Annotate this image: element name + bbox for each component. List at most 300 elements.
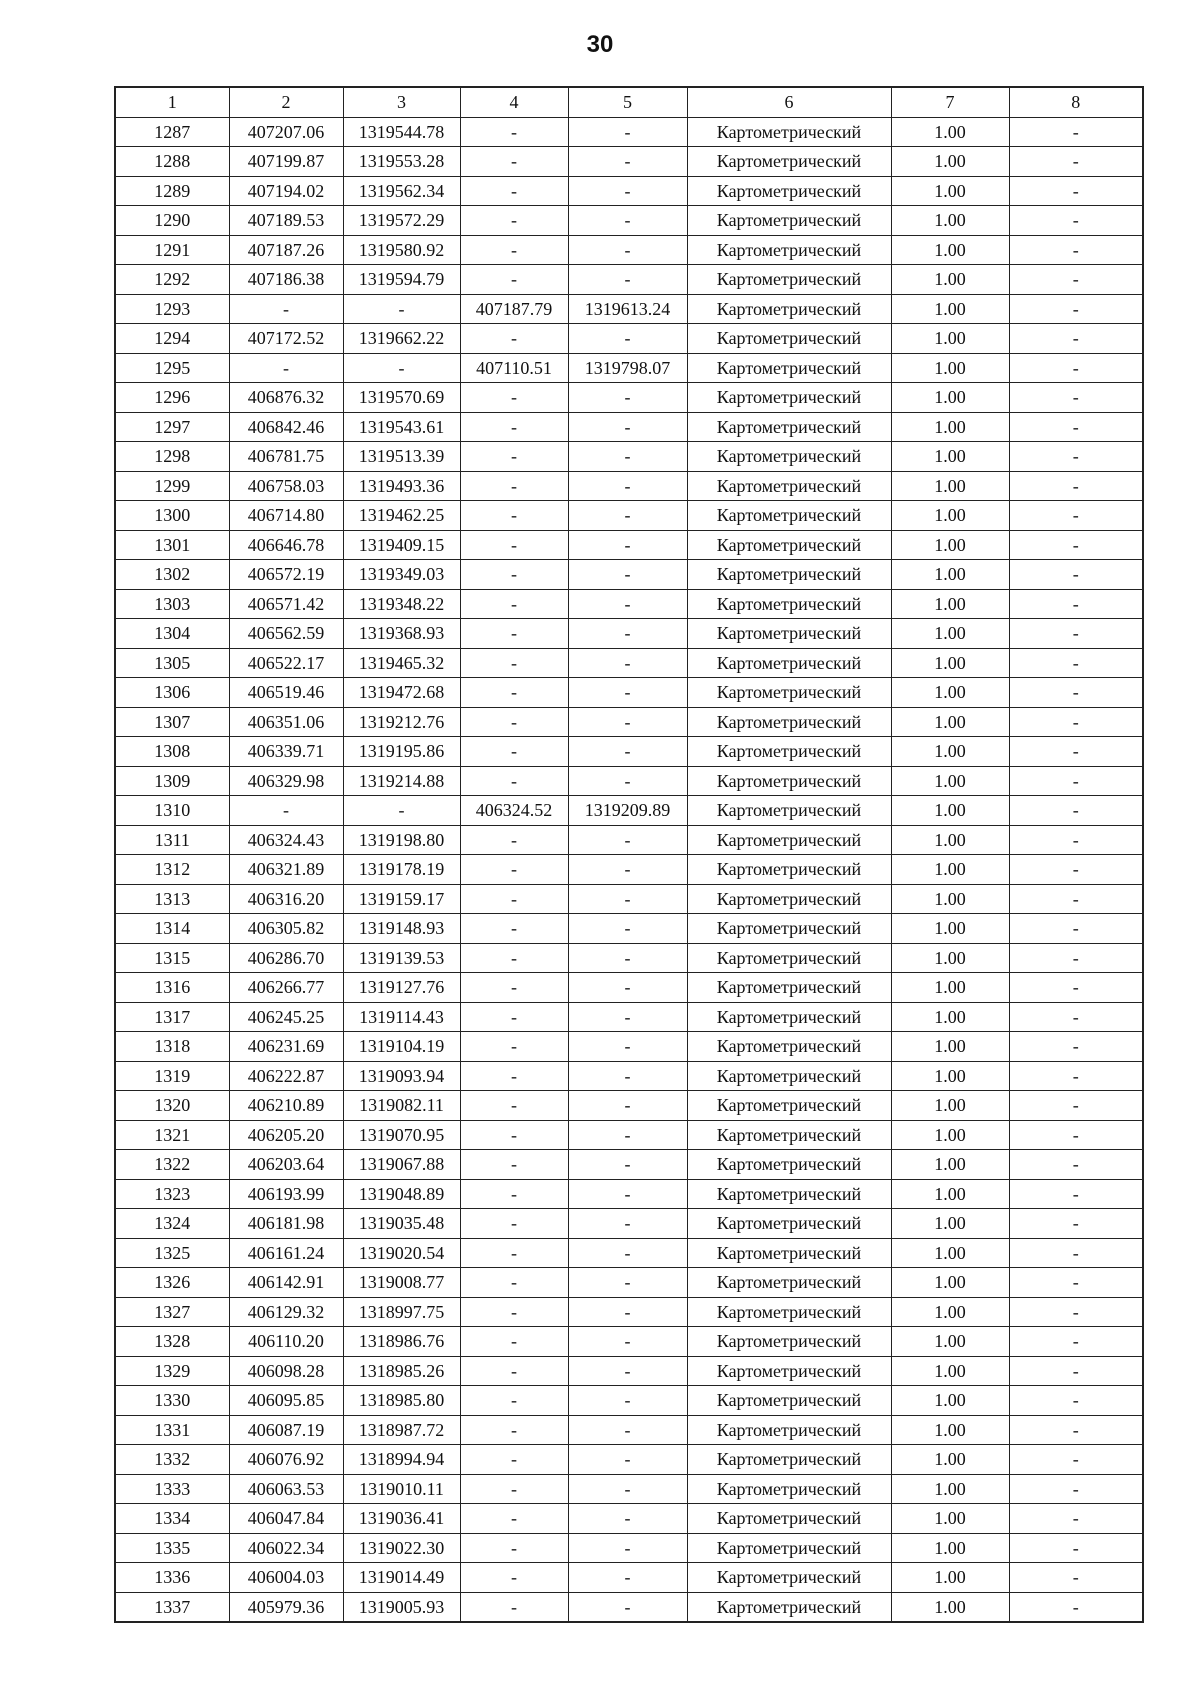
- table-cell: 1319005.93: [343, 1592, 460, 1622]
- table-cell: 1307: [115, 707, 229, 737]
- table-cell: 406098.28: [229, 1356, 343, 1386]
- table-cell: 407207.06: [229, 117, 343, 147]
- table-row: [115, 265, 1143, 295]
- table-cell: 1319553.28: [343, 147, 460, 177]
- table-cell: 1332: [115, 1445, 229, 1475]
- table-cell: -: [229, 796, 343, 826]
- table-cell: 1319662.22: [343, 324, 460, 354]
- table-cell: 1303: [115, 589, 229, 619]
- table-cell: 406321.89: [229, 855, 343, 885]
- table-cell: 1319513.39: [343, 442, 460, 472]
- table-cell: 407199.87: [229, 147, 343, 177]
- table-cell: -: [568, 501, 687, 531]
- table-cell: Картометрический: [687, 1209, 891, 1239]
- table-cell: 406781.75: [229, 442, 343, 472]
- table-cell: 1.00: [891, 619, 1009, 649]
- table-cell: -: [460, 1563, 568, 1593]
- table-cell: 406562.59: [229, 619, 343, 649]
- table-cell: 1.00: [891, 1327, 1009, 1357]
- table-row: [115, 766, 1143, 796]
- table-cell: 1304: [115, 619, 229, 649]
- table-cell: 1.00: [891, 678, 1009, 708]
- table-cell: 1310: [115, 796, 229, 826]
- table-row: [115, 1120, 1143, 1150]
- table-cell: 1319348.22: [343, 589, 460, 619]
- table-cell: Картометрический: [687, 914, 891, 944]
- table-cell: Картометрический: [687, 1120, 891, 1150]
- table-cell: -: [568, 1592, 687, 1622]
- table-cell: -: [460, 855, 568, 885]
- table-cell: -: [460, 1297, 568, 1327]
- table-cell: 1294: [115, 324, 229, 354]
- table-cell: Картометрический: [687, 619, 891, 649]
- table-row: [115, 1504, 1143, 1534]
- table-cell: -: [1009, 1238, 1143, 1268]
- table-cell: -: [460, 235, 568, 265]
- table-cell: 1319594.79: [343, 265, 460, 295]
- table-row: [115, 648, 1143, 678]
- table-cell: -: [460, 1032, 568, 1062]
- table-cell: -: [568, 1356, 687, 1386]
- table-cell: -: [1009, 1415, 1143, 1445]
- table-cell: Картометрический: [687, 1150, 891, 1180]
- table-row: [115, 825, 1143, 855]
- table-cell: -: [460, 560, 568, 590]
- table-cell: -: [460, 1120, 568, 1150]
- table-cell: -: [460, 1238, 568, 1268]
- table-cell: -: [343, 353, 460, 383]
- table-cell: 1.00: [891, 147, 1009, 177]
- table-cell: 1319159.17: [343, 884, 460, 914]
- table-cell: -: [568, 176, 687, 206]
- table-cell: -: [568, 589, 687, 619]
- table-cell: 1.00: [891, 766, 1009, 796]
- column-header: 2: [229, 87, 343, 117]
- table-cell: Картометрический: [687, 1327, 891, 1357]
- table-cell: 1.00: [891, 973, 1009, 1003]
- table-cell: -: [460, 1386, 568, 1416]
- table-cell: 1.00: [891, 1415, 1009, 1445]
- table-cell: 1299: [115, 471, 229, 501]
- table-cell: 1298: [115, 442, 229, 472]
- table-cell: 1336: [115, 1563, 229, 1593]
- table-cell: -: [568, 147, 687, 177]
- table-cell: Картометрический: [687, 648, 891, 678]
- table-cell: -: [1009, 1386, 1143, 1416]
- table-cell: -: [568, 206, 687, 236]
- table-row: [115, 1179, 1143, 1209]
- table-cell: -: [568, 1002, 687, 1032]
- table-cell: -: [460, 619, 568, 649]
- table-cell: 406203.64: [229, 1150, 343, 1180]
- table-cell: 406110.20: [229, 1327, 343, 1357]
- table-cell: 406022.34: [229, 1533, 343, 1563]
- table-cell: 1318985.26: [343, 1356, 460, 1386]
- table-cell: 1335: [115, 1533, 229, 1563]
- table-row: [115, 1415, 1143, 1445]
- table-cell: -: [568, 678, 687, 708]
- table-cell: Картометрический: [687, 560, 891, 590]
- table-cell: Картометрический: [687, 501, 891, 531]
- table-cell: 1.00: [891, 1297, 1009, 1327]
- table-row: [115, 855, 1143, 885]
- table-cell: -: [1009, 914, 1143, 944]
- table-cell: -: [1009, 796, 1143, 826]
- table-cell: 1.00: [891, 1563, 1009, 1593]
- table-cell: 1.00: [891, 1002, 1009, 1032]
- table-cell: Картометрический: [687, 530, 891, 560]
- table-row: [115, 1238, 1143, 1268]
- table-cell: 406305.82: [229, 914, 343, 944]
- table-cell: -: [460, 589, 568, 619]
- table-row: [115, 943, 1143, 973]
- table-cell: -: [568, 265, 687, 295]
- table-row: [115, 973, 1143, 1003]
- table-cell: -: [568, 1091, 687, 1121]
- table-cell: 1312: [115, 855, 229, 885]
- table-cell: 1293: [115, 294, 229, 324]
- table-cell: -: [460, 766, 568, 796]
- table-cell: -: [568, 737, 687, 767]
- table-cell: 407186.38: [229, 265, 343, 295]
- table-cell: -: [1009, 117, 1143, 147]
- table-cell: Картометрический: [687, 737, 891, 767]
- table-cell: -: [229, 353, 343, 383]
- table-cell: -: [1009, 1297, 1143, 1327]
- table-cell: 1319178.19: [343, 855, 460, 885]
- table-row: [115, 442, 1143, 472]
- table-cell: 1319195.86: [343, 737, 460, 767]
- table-cell: 1317: [115, 1002, 229, 1032]
- table-cell: 1319493.36: [343, 471, 460, 501]
- table-cell: 406222.87: [229, 1061, 343, 1091]
- table-cell: 1324: [115, 1209, 229, 1239]
- table-cell: -: [1009, 1327, 1143, 1357]
- table-cell: -: [460, 1327, 568, 1357]
- table-cell: -: [568, 117, 687, 147]
- table-cell: -: [460, 1002, 568, 1032]
- table-cell: 1.00: [891, 855, 1009, 885]
- table-cell: 406714.80: [229, 501, 343, 531]
- table-cell: -: [568, 1474, 687, 1504]
- table-cell: 406142.91: [229, 1268, 343, 1298]
- column-header: 8: [1009, 87, 1143, 117]
- table-cell: 407172.52: [229, 324, 343, 354]
- table-cell: 407189.53: [229, 206, 343, 236]
- coordinates-table: [114, 86, 1144, 1623]
- table-cell: -: [568, 1150, 687, 1180]
- table-cell: 1295: [115, 353, 229, 383]
- table-cell: -: [568, 1238, 687, 1268]
- table-cell: 1.00: [891, 206, 1009, 236]
- table-cell: Картометрический: [687, 117, 891, 147]
- table-cell: 406329.98: [229, 766, 343, 796]
- table-cell: -: [1009, 825, 1143, 855]
- table-cell: -: [460, 117, 568, 147]
- table-cell: 1319570.69: [343, 383, 460, 413]
- table-cell: 1319368.93: [343, 619, 460, 649]
- table-cell: -: [1009, 1533, 1143, 1563]
- table-cell: -: [568, 648, 687, 678]
- table-row: [115, 530, 1143, 560]
- table-cell: 1318985.80: [343, 1386, 460, 1416]
- table-cell: 406572.19: [229, 560, 343, 590]
- table-cell: -: [1009, 648, 1143, 678]
- table-row: [115, 1002, 1143, 1032]
- table-cell: Картометрический: [687, 825, 891, 855]
- table-cell: -: [568, 471, 687, 501]
- table-cell: 1331: [115, 1415, 229, 1445]
- table-row: [115, 294, 1143, 324]
- table-row: [115, 1445, 1143, 1475]
- table-cell: 1319409.15: [343, 530, 460, 560]
- table-cell: -: [1009, 1445, 1143, 1475]
- table-cell: 1319798.07: [568, 353, 687, 383]
- table-row: [115, 884, 1143, 914]
- table-cell: -: [460, 501, 568, 531]
- table-cell: 1.00: [891, 353, 1009, 383]
- table-cell: -: [460, 324, 568, 354]
- table-cell: 1318987.72: [343, 1415, 460, 1445]
- table-cell: 1.00: [891, 1120, 1009, 1150]
- table-cell: -: [460, 383, 568, 413]
- table-cell: -: [460, 206, 568, 236]
- table-cell: 1301: [115, 530, 229, 560]
- table-cell: 1.00: [891, 383, 1009, 413]
- table-cell: -: [568, 1032, 687, 1062]
- table-cell: Картометрический: [687, 1179, 891, 1209]
- table-cell: -: [1009, 206, 1143, 236]
- table-cell: 1297: [115, 412, 229, 442]
- table-cell: Картометрический: [687, 1061, 891, 1091]
- table-cell: -: [1009, 324, 1143, 354]
- table-cell: 406646.78: [229, 530, 343, 560]
- table-row: [115, 117, 1143, 147]
- table-cell: 1319127.76: [343, 973, 460, 1003]
- table-cell: 1.00: [891, 707, 1009, 737]
- table-cell: 406129.32: [229, 1297, 343, 1327]
- table-cell: 406324.52: [460, 796, 568, 826]
- table-cell: -: [568, 1533, 687, 1563]
- table-cell: -: [460, 648, 568, 678]
- table-cell: -: [460, 1061, 568, 1091]
- table-cell: -: [460, 825, 568, 855]
- table-cell: -: [460, 1415, 568, 1445]
- table-cell: -: [460, 1592, 568, 1622]
- table-cell: 1311: [115, 825, 229, 855]
- table-row: [115, 1091, 1143, 1121]
- table-cell: 1319008.77: [343, 1268, 460, 1298]
- table-cell: -: [568, 914, 687, 944]
- table-cell: -: [568, 1445, 687, 1475]
- table-cell: Картометрический: [687, 353, 891, 383]
- table-cell: 1319020.54: [343, 1238, 460, 1268]
- table-cell: -: [460, 1268, 568, 1298]
- table-cell: 1.00: [891, 265, 1009, 295]
- table-cell: -: [1009, 1061, 1143, 1091]
- table-cell: -: [343, 796, 460, 826]
- table-row: [115, 1563, 1143, 1593]
- table-row: [115, 1061, 1143, 1091]
- table-cell: 1314: [115, 914, 229, 944]
- table-cell: -: [460, 1533, 568, 1563]
- table-cell: 1319472.68: [343, 678, 460, 708]
- table-cell: -: [1009, 589, 1143, 619]
- table-row: [115, 353, 1143, 383]
- table-cell: Картометрический: [687, 943, 891, 973]
- table-row: [115, 1032, 1143, 1062]
- table-cell: 1.00: [891, 1592, 1009, 1622]
- table-cell: 1.00: [891, 1061, 1009, 1091]
- table-cell: -: [1009, 383, 1143, 413]
- table-cell: 407110.51: [460, 353, 568, 383]
- table-cell: Картометрический: [687, 1504, 891, 1534]
- table-cell: -: [568, 324, 687, 354]
- table-cell: -: [568, 707, 687, 737]
- table-cell: 1316: [115, 973, 229, 1003]
- table-row: [115, 678, 1143, 708]
- table-cell: 1319462.25: [343, 501, 460, 531]
- table-cell: -: [1009, 1504, 1143, 1534]
- table-cell: Картометрический: [687, 707, 891, 737]
- table-cell: 1.00: [891, 117, 1009, 147]
- table-cell: Картометрический: [687, 1592, 891, 1622]
- table-cell: Картометрический: [687, 1386, 891, 1416]
- table-cell: 1.00: [891, 442, 1009, 472]
- table-cell: -: [568, 235, 687, 265]
- table-cell: 1319544.78: [343, 117, 460, 147]
- table-cell: -: [1009, 1209, 1143, 1239]
- table-cell: 1.00: [891, 589, 1009, 619]
- table-cell: 1306: [115, 678, 229, 708]
- table-cell: Картометрический: [687, 1268, 891, 1298]
- table-cell: -: [1009, 973, 1143, 1003]
- table-row: [115, 1356, 1143, 1386]
- column-header: 1: [115, 87, 229, 117]
- table-cell: 406231.69: [229, 1032, 343, 1062]
- table-cell: -: [1009, 1150, 1143, 1180]
- table-cell: -: [568, 825, 687, 855]
- table-cell: Картометрический: [687, 1032, 891, 1062]
- table-cell: 1.00: [891, 294, 1009, 324]
- table-cell: -: [1009, 265, 1143, 295]
- table-cell: -: [1009, 560, 1143, 590]
- table-cell: -: [568, 1504, 687, 1534]
- table-cell: 406522.17: [229, 648, 343, 678]
- table-cell: 406181.98: [229, 1209, 343, 1239]
- table-cell: Картометрический: [687, 1356, 891, 1386]
- table-cell: -: [568, 766, 687, 796]
- table-cell: Картометрический: [687, 294, 891, 324]
- table-cell: -: [1009, 766, 1143, 796]
- table-cell: -: [568, 442, 687, 472]
- table-cell: -: [343, 294, 460, 324]
- table-cell: 1319014.49: [343, 1563, 460, 1593]
- column-header: 5: [568, 87, 687, 117]
- table-cell: -: [568, 383, 687, 413]
- table-cell: -: [1009, 1002, 1143, 1032]
- table-cell: 1.00: [891, 1268, 1009, 1298]
- table-row: [115, 501, 1143, 531]
- table-cell: 1.00: [891, 1209, 1009, 1239]
- table-cell: Картометрический: [687, 1091, 891, 1121]
- table-row: [115, 1150, 1143, 1180]
- table-cell: 1319104.19: [343, 1032, 460, 1062]
- table-cell: 1.00: [891, 1238, 1009, 1268]
- table-cell: 1319067.88: [343, 1150, 460, 1180]
- table-cell: Картометрический: [687, 855, 891, 885]
- table-cell: 1287: [115, 117, 229, 147]
- table-cell: 1.00: [891, 1533, 1009, 1563]
- table-cell: 1300: [115, 501, 229, 531]
- table-cell: 1.00: [891, 1091, 1009, 1121]
- table-cell: -: [568, 1415, 687, 1445]
- table-cell: -: [460, 678, 568, 708]
- table-cell: 1319070.95: [343, 1120, 460, 1150]
- table-cell: 1323: [115, 1179, 229, 1209]
- table-cell: -: [1009, 1120, 1143, 1150]
- table-cell: 407187.79: [460, 294, 568, 324]
- table-cell: 1.00: [891, 324, 1009, 354]
- table-cell: 1319139.53: [343, 943, 460, 973]
- table-cell: -: [568, 530, 687, 560]
- page-number: 30: [586, 31, 614, 58]
- table-cell: 1.00: [891, 796, 1009, 826]
- table-cell: 1320: [115, 1091, 229, 1121]
- table-cell: -: [460, 1091, 568, 1121]
- table-cell: 1319082.11: [343, 1091, 460, 1121]
- table-cell: 1319036.41: [343, 1504, 460, 1534]
- table-cell: 406316.20: [229, 884, 343, 914]
- table-cell: 1327: [115, 1297, 229, 1327]
- table-cell: 1333: [115, 1474, 229, 1504]
- table-cell: 406063.53: [229, 1474, 343, 1504]
- table-cell: 1319: [115, 1061, 229, 1091]
- table-cell: 1.00: [891, 1386, 1009, 1416]
- table-cell: -: [1009, 1179, 1143, 1209]
- table-cell: -: [568, 1061, 687, 1091]
- table-cell: Картометрический: [687, 471, 891, 501]
- table-cell: 1319198.80: [343, 825, 460, 855]
- table-cell: 1319114.43: [343, 1002, 460, 1032]
- table-cell: 1319580.92: [343, 235, 460, 265]
- table-cell: Картометрический: [687, 265, 891, 295]
- table-cell: 1.00: [891, 530, 1009, 560]
- table-cell: 407194.02: [229, 176, 343, 206]
- table-cell: 1318986.76: [343, 1327, 460, 1357]
- table-cell: 1.00: [891, 884, 1009, 914]
- table-cell: 1334: [115, 1504, 229, 1534]
- table-cell: 1.00: [891, 1474, 1009, 1504]
- table-cell: Картометрический: [687, 678, 891, 708]
- table-row: [115, 471, 1143, 501]
- table-row: [115, 1297, 1143, 1327]
- table-cell: 406205.20: [229, 1120, 343, 1150]
- table-cell: 1.00: [891, 914, 1009, 944]
- table-cell: -: [1009, 471, 1143, 501]
- table-cell: 1321: [115, 1120, 229, 1150]
- table-cell: 1319022.30: [343, 1533, 460, 1563]
- table-cell: 1.00: [891, 412, 1009, 442]
- table-cell: Картометрический: [687, 1002, 891, 1032]
- table-cell: 1318994.94: [343, 1445, 460, 1475]
- table-cell: -: [568, 619, 687, 649]
- table-cell: 406087.19: [229, 1415, 343, 1445]
- table-cell: 1.00: [891, 176, 1009, 206]
- table-cell: Картометрический: [687, 1563, 891, 1593]
- table-cell: -: [460, 176, 568, 206]
- table-cell: -: [460, 884, 568, 914]
